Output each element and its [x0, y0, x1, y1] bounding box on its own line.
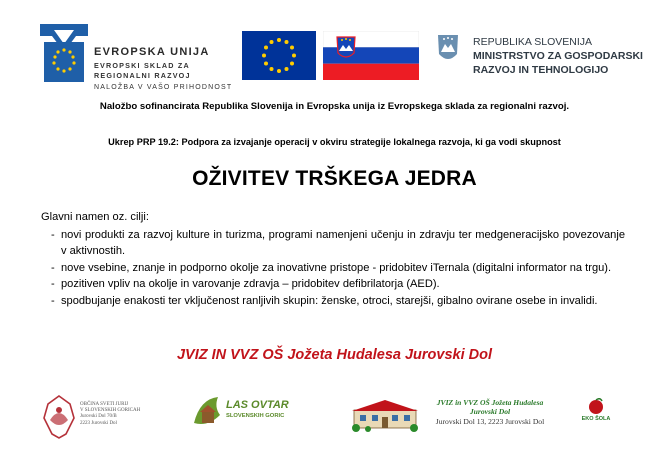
school-contact-line1: JVIZ in VVZ OŠ Jožeta Hudalesa [436, 398, 544, 407]
slovenia-flag-icon [323, 31, 419, 80]
school-contact-line3: Jurovski Dol 13, 2223 Jurovski Dol [435, 417, 545, 426]
las-logo-line1: LAS OVTAR [226, 399, 289, 411]
las-logo-line2: SLOVENSKIH GORIC [226, 413, 285, 419]
funding-note: Naložbo sofinancirata Republika Slovenija in Evropska unija iz Evropskega sklada za regionalni razvoj. [99, 101, 570, 112]
eu-logo-line1: EVROPSKA UNIJA [94, 46, 210, 58]
page-title: OŽIVITEV TRŠKEGA JEDRA [192, 167, 477, 190]
ministry-logo-line2: MINISTRSTVO ZA GOSPODARSKI [473, 50, 643, 62]
measure-note: Ukrep PRP 19.2: Podpora za izvajanje operacij v okviru strategije lokalnega razvoja, ki ga vodi skupnost [108, 137, 561, 147]
eu-regional-fund-logo [40, 20, 240, 96]
eko-sola-label: EKO ŠOLA [581, 416, 611, 422]
school-building-logo-icon [350, 396, 420, 432]
eu-logo-line3: REGIONALNI RAZVOJ [94, 71, 191, 80]
list-item: - novi produkti za razvoj kulture in turizma, programi namenjeni učenju in zdravju ter medgeneracijsko povezovanje v aktivnostih. [51, 228, 625, 257]
goal-text: novi produkti za razvoj kulture in turizma, programi namenjeni učenju in zdravju ter medgeneracijsko povezovanje v aktivnostih. [61, 228, 625, 257]
goals-list [41, 227, 625, 310]
eu-logo-line4: NALOŽBA V VAŠO PRIHODNOST [94, 84, 233, 91]
eko-sola-emblem-icon [578, 398, 614, 418]
ministry-logo [437, 34, 647, 78]
eu-fund-emblem-icon [40, 24, 88, 84]
goal-text: nove vsebine, znanje in podporno okolje za inovativne pristope - pridobitev iTernala (digitalni informator na trgu). [61, 261, 612, 274]
eko-sola-logo [578, 398, 614, 428]
slovenia-crest-icon [437, 34, 459, 64]
ministry-logo-line3: RAZVOJ IN TEHNOLOGIJO [473, 64, 609, 76]
list-item: - nove vsebine, znanje in podporno okolje za inovativne pristope - pridobitev iTernala (digitalni informator na trgu). [51, 261, 612, 274]
school-name: JVIZ IN VVZ OŠ Jožeta Hudalesa Jurovski Dol [176, 347, 493, 363]
eu-logo-line2: EVROPSKI SKLAD ZA [94, 61, 190, 70]
las-ovtar-logo [190, 393, 300, 433]
goal-text: spodbujanje enakosti ter vključenost ranljivih skupin: ženske, otroci, starejši, gibalno ovirane osebe in invalidi. [61, 294, 598, 307]
goals-section [41, 209, 625, 309]
list-item: - pozitiven vpliv na okolje in varovanje zdravja – pridobitev defibrilatorja (AED). [51, 278, 440, 290]
list-item: - spodbujanje enakosti ter vključenost ranljivih skupin: ženske, otroci, starejši, gibalno ovirane osebe in invalidi. [51, 294, 598, 307]
eu-flag-icon [242, 31, 316, 80]
las-ovtar-emblem-icon [190, 393, 224, 429]
school-contact [420, 398, 560, 427]
school-contact-line2: Jurovski Dol [469, 407, 511, 416]
municipality-logo-text: OBČINA SVETI JURIJ V SLOVENSKIH GORICAH Jurovski Dol 70/B 2223 Jurovski Dol [80, 402, 141, 426]
municipality-logo [40, 394, 152, 444]
municipality-crest-icon [40, 394, 78, 440]
ministry-logo-line1: REPUBLIKA SLOVENIJA [473, 36, 593, 48]
goals-heading: Glavni namen oz. cilji: [41, 211, 149, 223]
goal-text: pozitiven vpliv na okolje in varovanje zdravja – pridobitev defibrilatorja (AED). [61, 278, 440, 290]
